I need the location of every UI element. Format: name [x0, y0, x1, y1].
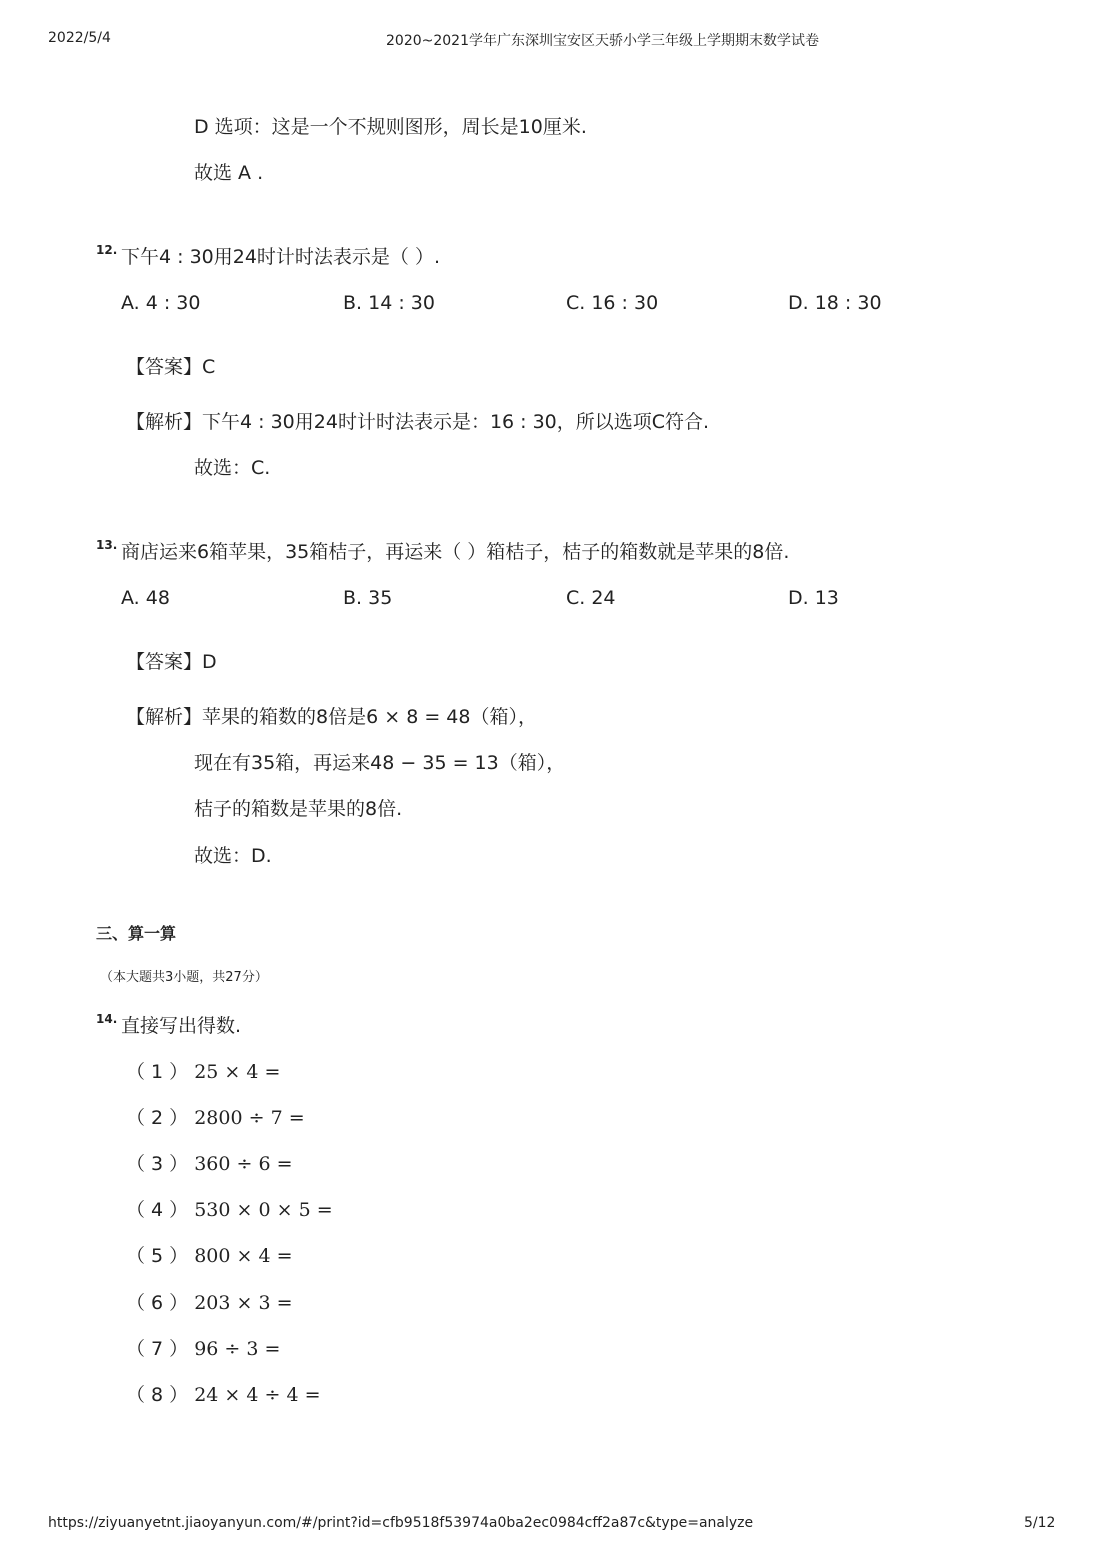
item-expression: 96 ÷ 3 =: [194, 1338, 281, 1360]
answer-value: C: [202, 356, 216, 378]
q12-answer: [126, 355, 215, 379]
q13-option-a: A. 48: [121, 587, 170, 609]
document-title: 2020~2021学年广东深圳宝安区天骄小学三年级上学期期末数学试卷: [386, 33, 819, 49]
q11-conclusion: 故选 A .: [194, 162, 264, 184]
q12-option-b: B. 14 : 30: [343, 292, 435, 314]
q12-analysis: [126, 410, 709, 434]
item-expression: 203 × 3 =: [194, 1292, 293, 1314]
q13-analysis-line-2: 现在有35箱，再运来48 − 35 = 13（箱），: [194, 752, 566, 774]
answer-value: D: [202, 651, 217, 673]
q13-conclusion: 故选：D.: [194, 845, 272, 867]
q14-number: 14.: [96, 1012, 118, 1026]
q12-option-d: D. 18 : 30: [788, 292, 882, 314]
q13-stem: 商店运来6箱苹果，35箱桔子，再运来（ ）箱桔子，桔子的箱数就是苹果的8倍.: [121, 541, 790, 563]
item-label: （ 1 ）: [126, 1061, 189, 1083]
analysis-label: 【解析】: [126, 411, 203, 433]
q13-option-b: B. 35: [343, 587, 393, 609]
section-note: （本大题共3小题，共27分）: [100, 970, 268, 985]
item-label: （ 6 ）: [126, 1292, 189, 1314]
analysis-text: 下午4 : 30用24时计时法表示是：16 : 30，所以选项C符合.: [202, 411, 710, 433]
item-label: （ 8 ）: [126, 1384, 189, 1406]
q14-item: [126, 1383, 321, 1407]
item-expression: 24 × 4 ÷ 4 =: [194, 1384, 321, 1406]
q13-option-c: C. 24: [566, 587, 616, 609]
item-expression: 530 × 0 × 5 =: [194, 1199, 333, 1221]
analysis-text: 苹果的箱数的8倍是6 × 8 = 48（箱），: [202, 706, 537, 728]
answer-label: 【答案】: [126, 651, 203, 673]
q14-item: [126, 1198, 333, 1222]
q12-conclusion: 故选：C.: [194, 457, 271, 479]
item-label: （ 5 ）: [126, 1245, 189, 1267]
item-label: （ 2 ）: [126, 1107, 189, 1129]
q13-option-d: D. 13: [788, 587, 839, 609]
q12-option-a: A. 4 : 30: [121, 292, 201, 314]
analysis-label: 【解析】: [126, 706, 203, 728]
item-expression: 360 ÷ 6 =: [194, 1153, 293, 1175]
section-title: 三、算一算: [96, 924, 177, 943]
q13-number: 13.: [96, 538, 118, 552]
item-expression: 800 × 4 =: [194, 1245, 293, 1267]
q13-answer: [126, 650, 217, 674]
page-number: 5/12: [1024, 1515, 1056, 1531]
item-label: （ 3 ）: [126, 1153, 189, 1175]
q14-item: [126, 1337, 280, 1361]
q14-item: [126, 1152, 293, 1176]
print-date: 2022/5/4: [48, 30, 111, 46]
item-label: （ 4 ）: [126, 1199, 189, 1221]
item-label: （ 7 ）: [126, 1338, 189, 1360]
q12-option-c: C. 16 : 30: [566, 292, 659, 314]
item-expression: 25 × 4 =: [194, 1061, 281, 1083]
q14-item: [126, 1291, 293, 1315]
q13-analysis-line-3: 桔子的箱数是苹果的8倍.: [194, 798, 403, 820]
answer-label: 【答案】: [126, 356, 203, 378]
page-url[interactable]: https://ziyuanyetnt.jiaoyanyun.com/#/print?id=cfb9518f53974a0ba2ec0984cff2a87c&type=analyze: [48, 1515, 754, 1531]
item-expression: 2800 ÷ 7 =: [194, 1107, 305, 1129]
q11-analysis-option-d: D 选项：这是一个不规则图形，周长是10厘米.: [194, 116, 587, 138]
q13-analysis: [126, 705, 537, 729]
q12-stem: 下午4 : 30用24时计时法表示是（ ）.: [121, 246, 441, 268]
q12-number: 12.: [96, 243, 118, 257]
q14-item: [126, 1106, 305, 1130]
q14-item: [126, 1060, 280, 1084]
q14-item: [126, 1244, 293, 1268]
q14-stem: 直接写出得数.: [121, 1015, 242, 1037]
